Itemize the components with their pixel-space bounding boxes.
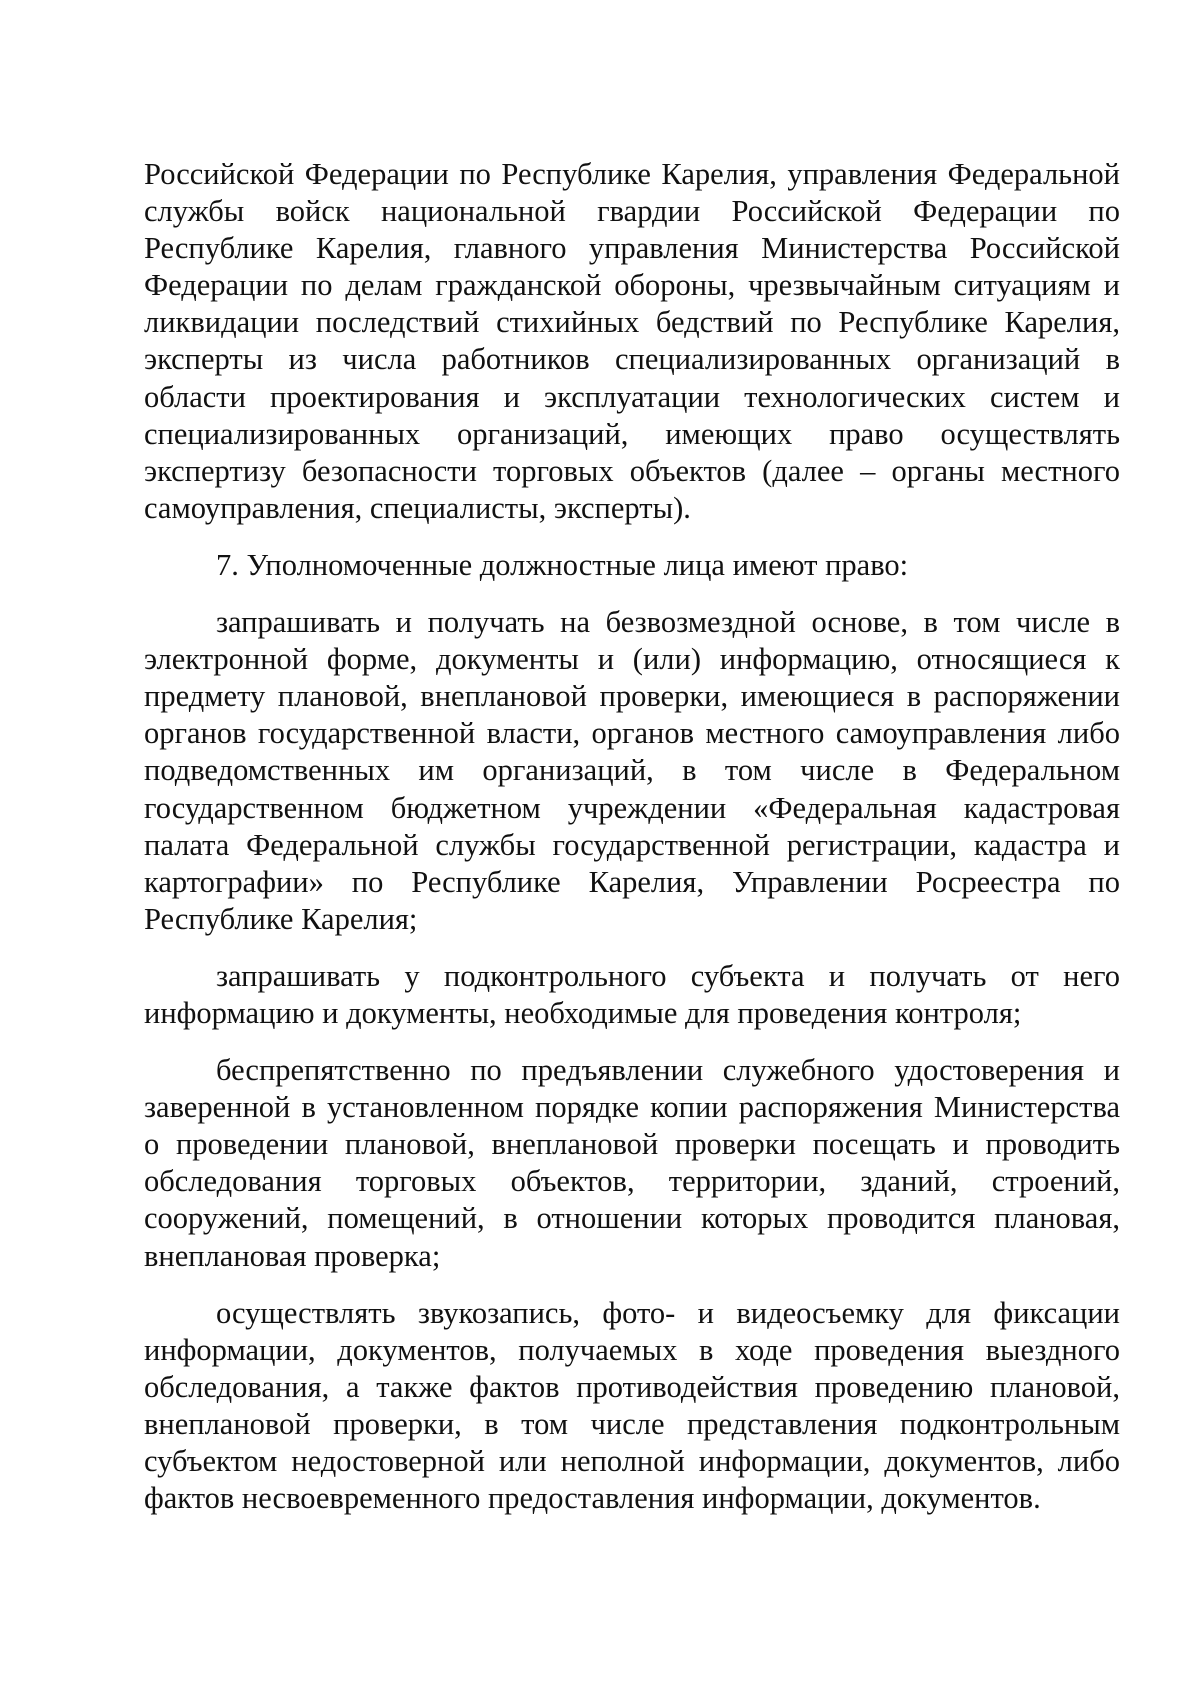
paragraph-continuation: Российской Федерации по Республике Карелия, управления Федеральной службы войск национальной гвардии Российской Федерации по Республике Карелия, главного управления Министерства Российской Федерации по делам гражданской обороны, чрезвычайным ситуациям и ликвидации последствий стихийных бедствий по Республике Карелия, эксперты из числа работников специализированных организаций в области проектирования и эксплуатации технологических систем и специализированных организаций, имеющих право осуществлять экспертизу безопасности торговых объектов (далее – органы местного самоуправления, специалисты, эксперты). [144, 157, 1120, 525]
paragraph-right-inspect: беспрепятственно по предъявлении служебного удостоверения и заверенной в установленном порядке копии распоряжения Министерства о проведении плановой, внеплановой проверки посещать и проводить обследования торговых объектов, территории, зданий, строений, сооружений, помещений, в отношении которых проводится плановая, внеплановая проверка; [144, 1053, 1120, 1273]
paragraph-right-record: осуществлять звукозапись, фото- и видеосъемку для фиксации информации, документов, получаемых в ходе проведения выездного обследования, а также фактов противодействия проведению плановой, внеплановой проверки, в том числе представления подконтрольным субъектом недостоверной или неполной информации, документов, либо фактов несвоевременного предоставления информации, документов. [144, 1295, 1120, 1516]
document-body [144, 156, 1120, 1517]
paragraph-right-request-info: запрашивать и получать на безвозмездной основе, в том числе в электронной форме, документы и (или) информацию, относящиеся к предмету плановой, внеплановой проверки, имеющиеся в распоряжении органов государственной власти, органов местного самоуправления либо подведомственных им организаций, в том числе в Федеральном государственном бюджетном учреждении «Федеральная кадастровая палата Федеральной службы государственной регистрации, кадастра и картографии» по Республике Карелия, Управлении Росреестра по Республике Карелия; [144, 605, 1120, 936]
paragraph-item-7-heading: 7. Уполномоченные должностные лица имеют право: [216, 547, 909, 582]
paragraph-right-request-subject: запрашивать у подконтрольного субъекта и получать от него информацию и документы, необходимые для проведения контроля; [144, 958, 1120, 1030]
